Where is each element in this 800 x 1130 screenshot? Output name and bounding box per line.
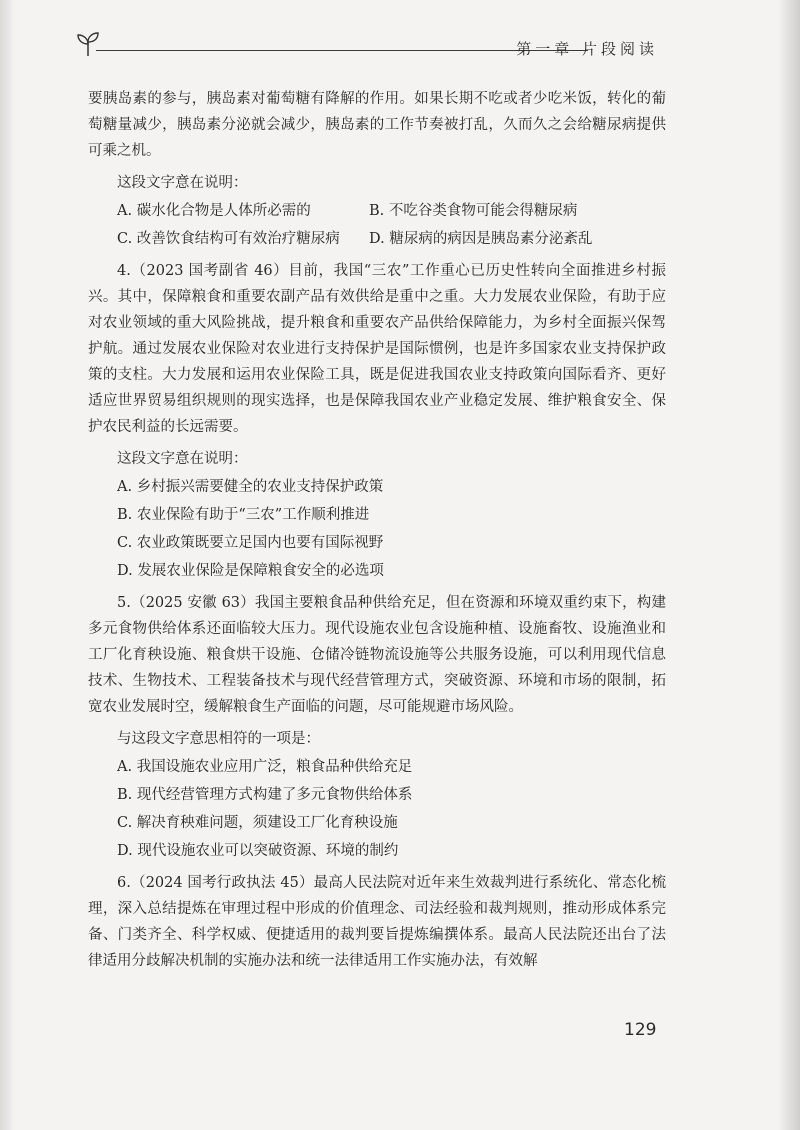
q3-option-a: A. 碳水化合物是人体所必需的 bbox=[117, 203, 311, 219]
q4-option-b: B. 农业保险有助于“三农”工作顺利推进 bbox=[117, 507, 370, 523]
header-rule-line bbox=[96, 50, 588, 51]
page-content bbox=[88, 86, 666, 974]
q3-option-b: B. 不吃谷类食物可能会得糖尿病 bbox=[369, 203, 578, 219]
q4-text: 4.（2023 国考副省 46）目前，我国“三农”工作重心已历史性转向全面推进乡村振兴。其中，保障粮食和重要农副产品有效供给是重中之重。大力发展农业保险，有助于应对农业领域的重大风险挑战，提升粮食和重要农产品供给保障能力，为乡村全面振兴保驾护航。通过发展农业保险对农业进行支持保护是国际惯例，也是许多国家农业支持保护政策的支柱。大力发展和运用农业保险工具，既是促进我国农业支持政策向国际看齐、更好适应世界贸易组织规则的现实选择，也是保障我国农业产业稳定发展、维护粮食安全、保护农民利益的长远需要。 bbox=[88, 263, 666, 435]
q6-text: 6.（2024 国考行政执法 45）最高人民法院对近年来生效裁判进行系统化、常态化梳理，深入总结提炼在审理过程中形成的价值理念、司法经验和裁判规则，推动形成体系完备、门类齐全、科学权威、便捷适用的裁判要旨提炼编撰体系。最高人民法院还出台了法律适用分歧解决机制的实施办法和统一法律适用工作实施办法，有效解 bbox=[88, 875, 666, 969]
running-header bbox=[74, 30, 664, 64]
q5-text: 5.（2025 安徽 63）我国主要粮食品种供给充足，但在资源和环境双重约束下，构建多元食物供给体系还面临较大压力。现代设施农业包含设施种植、设施畜牧、设施渔业和工厂化育秧设施、粮食烘干设施、仓储冷链物流设施等公共服务设施，可以利用现代信息技术、生物技术、工程装备技术与现代经营管理方式，突破资源、环境和市场的限制，拓宽农业发展时空，缓解粮食生产面临的问题，尽可能规避市场风险。 bbox=[88, 595, 666, 715]
q4-option-d: D. 发展农业保险是保障粮食安全的必选项 bbox=[117, 563, 384, 579]
q5-option-d: D. 现代设施农业可以突破资源、环境的制约 bbox=[117, 843, 399, 859]
q3-option-c: C. 改善饮食结构可有效治疗糖尿病 bbox=[117, 231, 340, 247]
q2-continued-text: 要胰岛素的参与，胰岛素对葡萄糖有降解的作用。如果长期不吃或者少吃米饭，转化的葡萄糖量减少，胰岛素分泌就会减少，胰岛素的工作节奏被打乱，久而久之会给糖尿病提供可乘之机。 bbox=[88, 91, 666, 159]
q5-option-c: C. 解决育秧难问题，须建设工厂化育秧设施 bbox=[117, 815, 398, 831]
q3-options-row-2 bbox=[88, 226, 666, 252]
q5-stem: 与这段文字意思相符的一项是： bbox=[117, 731, 320, 747]
page-number: 129 bbox=[624, 1020, 657, 1040]
q3-stem: 这段文字意在说明： bbox=[117, 175, 248, 191]
q4-option-a: A. 乡村振兴需要健全的农业支持保护政策 bbox=[117, 479, 384, 495]
chapter-title: 第一章 片段阅读 bbox=[516, 40, 658, 58]
page-right-edge-shadow bbox=[778, 0, 800, 1130]
q3-option-d: D. 糖尿病的病因是胰岛素分泌紊乱 bbox=[369, 231, 593, 247]
page-left-edge-shadow bbox=[0, 0, 14, 1130]
q3-options-row-1 bbox=[88, 198, 666, 224]
q4-option-c: C. 农业政策既要立足国内也要有国际视野 bbox=[117, 535, 384, 551]
sprout-leaf-icon bbox=[74, 30, 102, 58]
q4-stem: 这段文字意在说明： bbox=[117, 451, 248, 467]
q5-option-a: A. 我国设施农业应用广泛，粮食品种供给充足 bbox=[117, 759, 413, 775]
q5-option-b: B. 现代经营管理方式构建了多元食物供给体系 bbox=[117, 787, 413, 803]
